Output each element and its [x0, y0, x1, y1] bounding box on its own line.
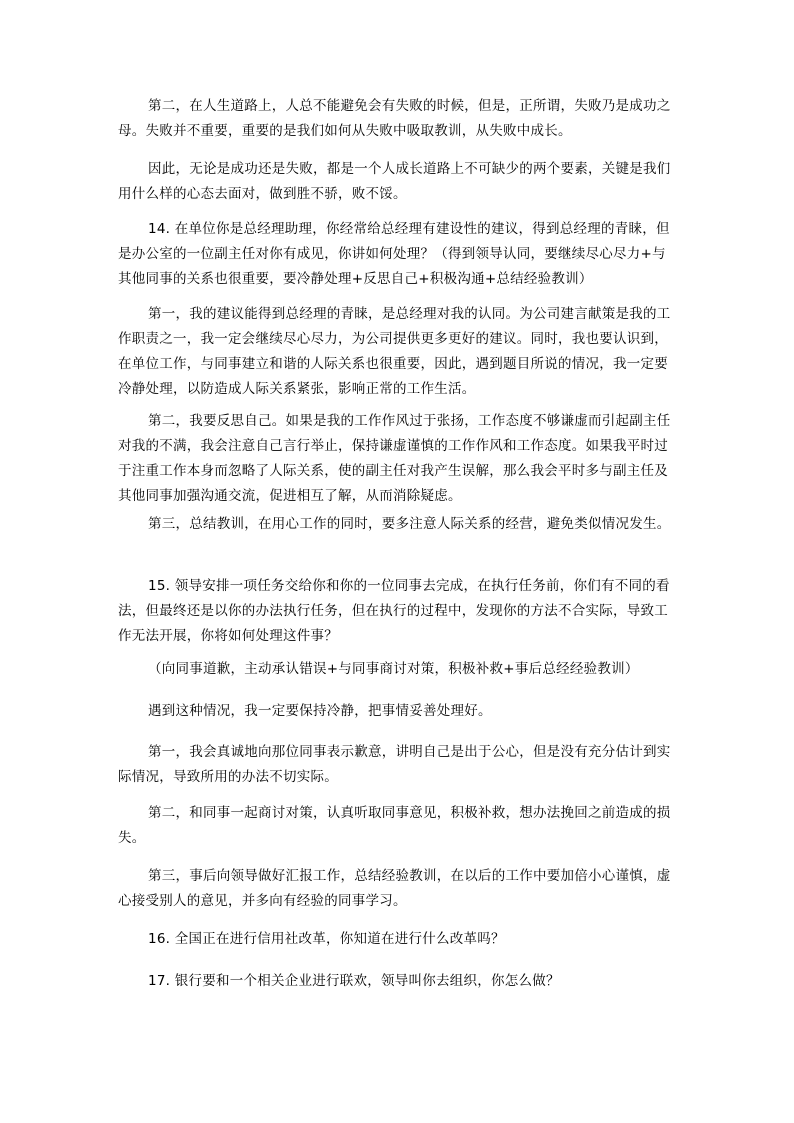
paragraph-failure-mother-of-success: 第二，在人生道路上，人总不能避免会有失败的时候，但是，正所谓，失败乃是成功之母。失败并不重要，重要的是我们如何从失败中吸取教训，从失败中成长。 [118, 98, 671, 139]
question-17: 17. 银行要和一个相关企业进行联欢，领导叫你去组织，你怎么做？ [148, 973, 560, 989]
q15-answer-intro: 遇到这种情况，我一定要保持冷静，把事情妥善处理好。 [148, 703, 492, 719]
question-14: 14. 在单位你是总经理助理，你经常给总经理有建设性的建议，得到总经理的青睐，但是办公室的一位副主任对你有成见，你讲如何处理？（得到领导认同，要继续尽心尽力+与其他同事的关系也很重要，要冷静处理+反思自己+积极沟通+总结经验教训） [118, 221, 670, 287]
q15-answer-point-2: 第二，和同事一起商讨对策，认真听取同事意见，积极补救，想办法挽回之前造成的损失。 [118, 805, 671, 846]
question-16: 16. 全国正在进行信用社改革，你知道在进行什么改革吗？ [148, 931, 505, 947]
q15-answer-summary: （向同事道歉，主动承认错误+与同事商讨对策，积极补救+事后总经经验教训） [148, 661, 639, 677]
paragraph-success-and-failure-attitude: 因此，无论是成功还是失败，都是一个人成长道路上不可缺少的两个要素，关键是我们用什么样的心态去面对，做到胜不骄，败不馁。 [118, 161, 671, 202]
question-15: 15. 领导安排一项任务交给你和你的一位同事去完成，在执行任务前，你们有不同的看法，但最终还是以你的办法执行任务，但在执行的过程中，发现你的方法不合实际，导致工作无法开展，你将如何处理这件事？ [118, 578, 670, 644]
q15-answer-point-3: 第三，事后向领导做好汇报工作，总结经验教训，在以后的工作中要加倍小心谨慎，虚心接受别人的意见，并多向有经验的同事学习。 [118, 868, 671, 909]
q14-answer-point-1: 第一，我的建议能得到总经理的青睐，是总经理对我的认同。为公司建言献策是我的工作职责之一，我一定会继续尽心尽力，为公司提供更多更好的建议。同时，我也要认识到，在单位工作，与同事建立和谐的人际关系也很重要，因此，遇到题目所说的情况，我一定要冷静处理，以防造成人际关系紧张，影响正常的工作生活。 [118, 306, 671, 397]
q15-answer-point-1: 第一，我会真诚地向那位同事表示歉意，讲明自己是出于公心，但是没有充分估计到实际情况，导致所用的办法不切实际。 [118, 744, 671, 785]
q14-answer-point-3: 第三，总结教训，在用心工作的同时，要多注意人际关系的经营，避免类似情况发生。 [148, 516, 671, 532]
q14-answer-point-2: 第二，我要反思自己。如果是我的工作作风过于张扬，工作态度不够谦虚而引起副主任对我的不满，我会注意自己言行举止，保持谦虚谨慎的工作作风和工作态度。如果我平时过于注重工作本身而忽略了人际关系，使的副主任对我产生误解，那么我会平时多与副主任及其他同事加强沟通交流，促进相互了解，从而消除疑虑。 [118, 413, 671, 504]
